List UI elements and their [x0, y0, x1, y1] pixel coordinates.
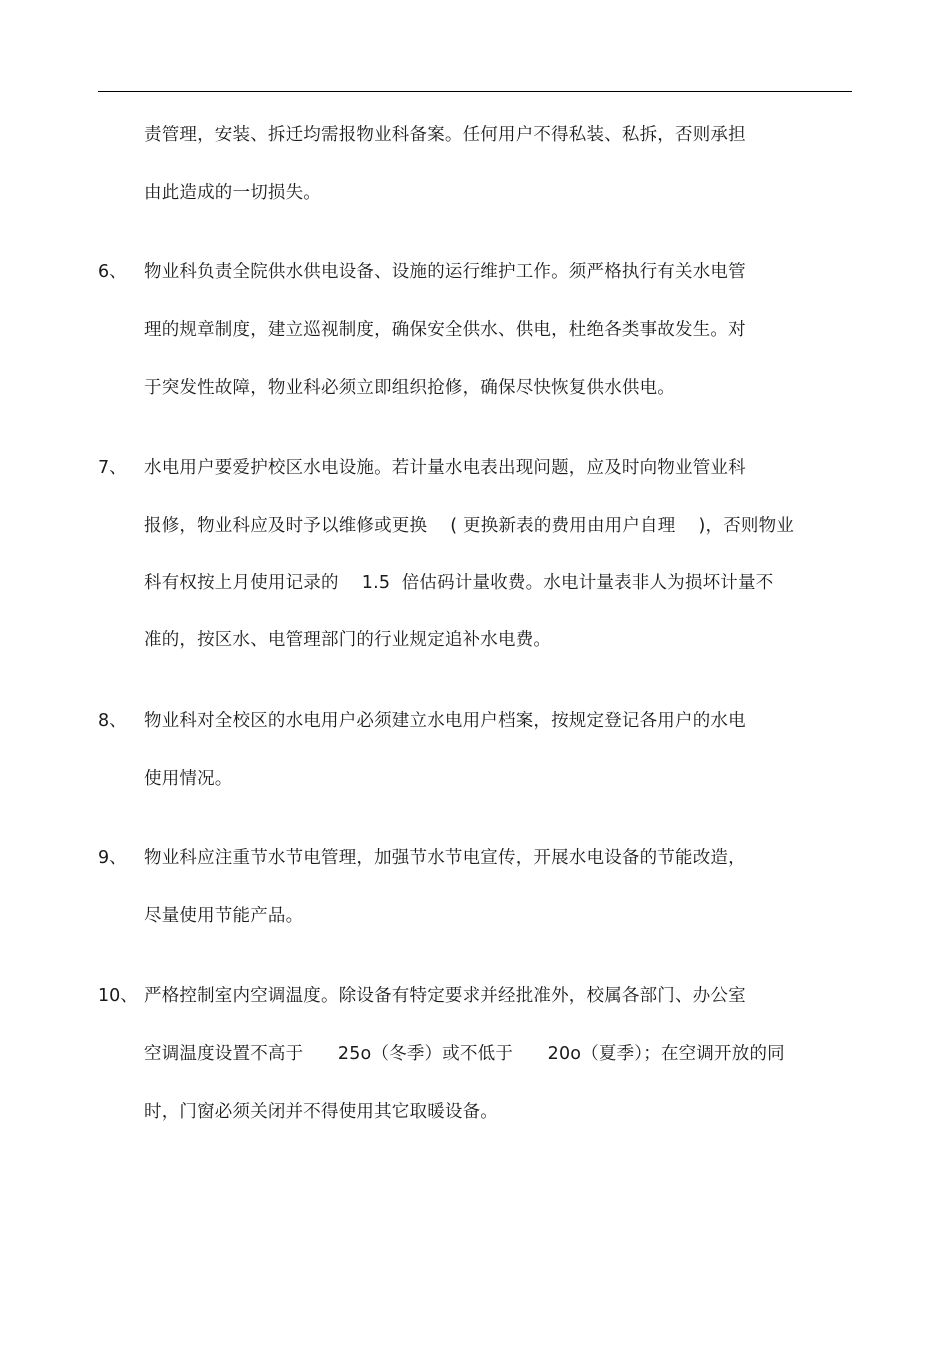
item-10-line-1: 严格控制室内空调温度。除设备有特定要求并经批准外，校属各部门、办公室: [144, 986, 746, 1006]
item-9-line-2: 尽量使用节能产品。: [144, 906, 304, 926]
item-6-line-2: 理的规章制度，建立巡视制度，确保安全供水、供电，杜绝各类事故发生。对: [144, 320, 746, 340]
item-5-line-1: 责管理，安装、拆迁均需报物业科备案。任何用户不得私装、私拆，否则承担: [144, 125, 746, 145]
item-7-number: 7、: [98, 458, 127, 478]
item-10-line-3: 时，门窗必须关闭并不得使用其它取暖设备。: [144, 1102, 498, 1122]
item-7-line-1: 水电用户要爱护校区水电设施。若计量水电表出现问题，应及时向物业管业科: [144, 458, 746, 478]
item-5-line-2: 由此造成的一切损失。: [144, 183, 321, 203]
item-7-line-3: 科有权按上月使用记录的 1.5 倍估码计量收费。水电计量表非人为损坏计量不: [144, 573, 774, 593]
item-9-line-1: 物业科应注重节水节电管理，加强节水节电宣传，开展水电设备的节能改造，: [144, 848, 746, 868]
header-rule: [98, 91, 852, 92]
item-10-line-2: 空调温度设置不高于 25o（冬季）或不低于 20o（夏季）；在空调开放的同: [144, 1044, 785, 1064]
item-8-line-1: 物业科对全校区的水电用户必须建立水电用户档案，按规定登记各用户的水电: [144, 711, 746, 731]
item-6-line-3: 于突发性故障，物业科必须立即组织抢修，确保尽快恢复供水供电。: [144, 378, 675, 398]
item-6-number: 6、: [98, 262, 127, 282]
item-7-line-2: 报修，物业科应及时予以维修或更换 ( 更换新表的费用由用户自理 )，否则物业: [144, 516, 795, 536]
item-8-number: 8、: [98, 711, 127, 731]
item-9-number: 9、: [98, 848, 127, 868]
item-10-number: 10、: [98, 986, 138, 1006]
item-8-line-2: 使用情况。: [144, 769, 233, 789]
item-6-line-1: 物业科负责全院供水供电设备、设施的运行维护工作。须严格执行有关水电管: [144, 262, 746, 282]
item-7-line-4: 准的，按区水、电管理部门的行业规定追补水电费。: [144, 630, 552, 650]
